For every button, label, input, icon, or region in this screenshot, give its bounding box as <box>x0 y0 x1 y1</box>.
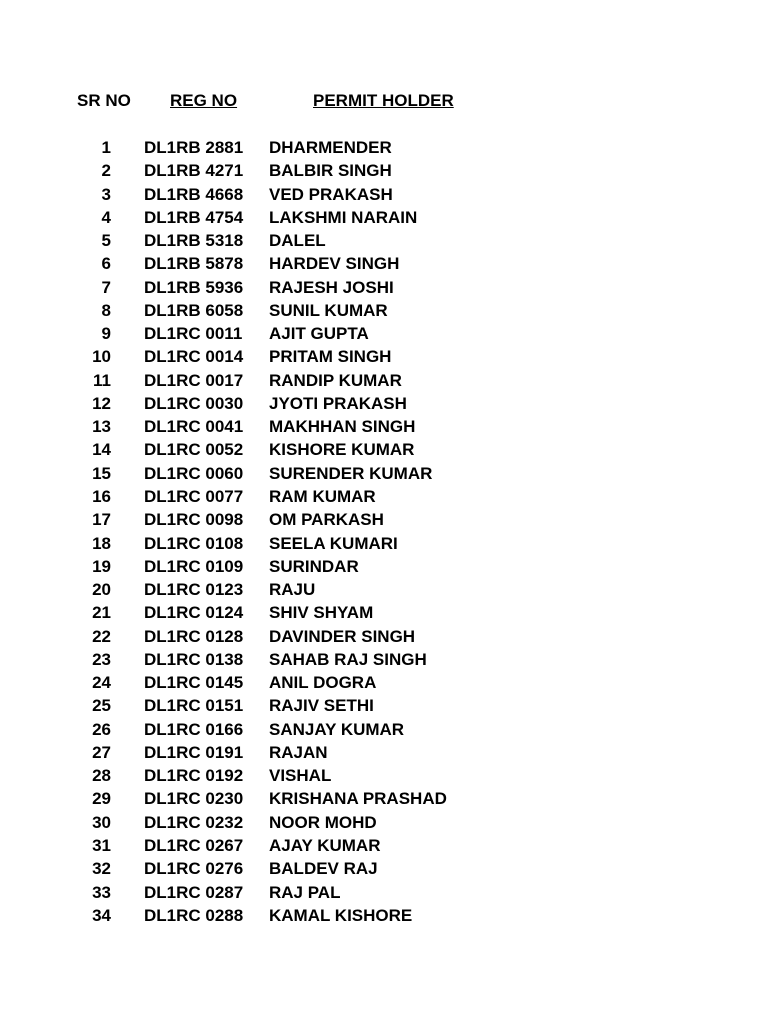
table-row <box>0 904 768 927</box>
sr-no-cell: 25 <box>92 696 111 716</box>
table-row <box>0 532 768 555</box>
table-row <box>0 136 768 159</box>
sr-no-cell: 34 <box>92 905 111 925</box>
reg-no-cell: DL1RC 0287 <box>144 882 244 902</box>
table-row <box>0 625 768 648</box>
sr-no-cell: 29 <box>92 789 111 809</box>
permit-holder-cell: BALBIR SINGH <box>269 161 392 181</box>
reg-no-cell: DL1RC 0052 <box>144 440 244 460</box>
reg-no-cell: DL1RC 0124 <box>144 603 244 623</box>
permit-holder-cell: LAKSHMI NARAIN <box>269 207 418 227</box>
permit-holder-cell: DHARMENDER <box>269 138 392 157</box>
sr-no-cell: 32 <box>92 859 111 879</box>
sr-no-cell: 5 <box>101 231 111 251</box>
table-row <box>0 345 768 368</box>
table-row <box>0 671 768 694</box>
table-row <box>0 276 768 299</box>
reg-no-cell: DL1RB 2881 <box>144 138 244 157</box>
reg-no-cell: DL1RC 0109 <box>144 556 244 576</box>
permit-holder-cell: SURINDAR <box>269 556 359 576</box>
table-row <box>0 299 768 322</box>
table-row <box>0 601 768 624</box>
table-row <box>0 206 768 229</box>
sr-no-cell: 8 <box>101 300 111 320</box>
table-row <box>0 252 768 275</box>
header-permit-holder: PERMIT HOLDER <box>313 91 454 110</box>
sr-no-cell: 10 <box>92 347 111 367</box>
permit-holder-cell: VED PRAKASH <box>269 184 393 204</box>
reg-no-cell: DL1RC 0128 <box>144 626 244 646</box>
sr-no-cell: 12 <box>92 393 111 413</box>
header-reg-no: REG NO <box>170 91 238 110</box>
table-row <box>0 648 768 671</box>
reg-no-cell: DL1RC 0108 <box>144 533 244 553</box>
sr-no-cell: 24 <box>92 673 111 693</box>
sr-no-cell: 28 <box>92 766 111 786</box>
reg-no-cell: DL1RC 0145 <box>144 673 244 693</box>
sr-no-cell: 4 <box>101 207 111 227</box>
table-row <box>0 322 768 345</box>
permit-holder-cell: KISHORE KUMAR <box>269 440 415 460</box>
permit-holder-cell: RAJ PAL <box>269 882 341 902</box>
permit-holder-cell: AJAY KUMAR <box>269 835 381 855</box>
permit-list <box>0 136 768 927</box>
sr-no-cell: 2 <box>101 161 111 181</box>
table-row <box>0 694 768 717</box>
permit-holder-cell: SEELA KUMARI <box>269 533 398 553</box>
permit-holder-cell: VISHAL <box>269 766 332 786</box>
sr-no-cell: 3 <box>101 184 111 204</box>
permit-holder-cell: JYOTI PRAKASH <box>269 393 407 413</box>
permit-holder-cell: SUNIL KUMAR <box>269 300 388 320</box>
table-row <box>0 555 768 578</box>
reg-no-cell: DL1RC 0077 <box>144 486 244 506</box>
reg-no-cell: DL1RC 0151 <box>144 696 244 716</box>
permit-holder-cell: HARDEV SINGH <box>269 254 400 274</box>
permit-holder-cell: RAM KUMAR <box>269 486 376 506</box>
permit-holder-cell: RAJAN <box>269 742 328 762</box>
table-row <box>0 718 768 741</box>
reg-no-cell: DL1RC 0288 <box>144 905 244 925</box>
table-row <box>0 787 768 810</box>
reg-no-cell: DL1RB 4754 <box>144 207 244 227</box>
table-row <box>0 811 768 834</box>
reg-no-cell: DL1RB 4668 <box>144 184 244 204</box>
reg-no-cell: DL1RC 0232 <box>144 812 244 832</box>
table-row <box>0 159 768 182</box>
sr-no-cell: 21 <box>92 603 111 623</box>
permit-holder-cell: ANIL DOGRA <box>269 673 377 693</box>
sr-no-cell: 15 <box>92 463 111 483</box>
reg-no-cell: DL1RB 4271 <box>144 161 244 181</box>
sr-no-cell: 6 <box>101 254 111 274</box>
table-row <box>0 881 768 904</box>
permit-holder-cell: DAVINDER SINGH <box>269 626 416 646</box>
table-row <box>0 438 768 461</box>
sr-no-cell: 30 <box>92 812 111 832</box>
table-row <box>0 369 768 392</box>
sr-no-cell: 17 <box>92 510 111 530</box>
permit-holder-cell: RAJESH JOSHI <box>269 277 394 297</box>
reg-no-cell: DL1RC 0230 <box>144 789 244 809</box>
permit-holder-cell: RAJU <box>269 580 316 600</box>
sr-no-cell: 14 <box>92 440 111 460</box>
reg-no-cell: DL1RB 5936 <box>144 277 244 297</box>
table-row <box>0 485 768 508</box>
table-row <box>0 741 768 764</box>
sr-no-cell: 11 <box>93 370 111 390</box>
sr-no-cell: 20 <box>92 580 111 600</box>
table-row <box>0 462 768 485</box>
permit-holder-cell: MAKHHAN SINGH <box>269 417 416 437</box>
permit-holder-cell: KAMAL KISHORE <box>269 905 413 925</box>
sr-no-cell: 31 <box>92 835 111 855</box>
reg-no-cell: DL1RC 0014 <box>144 347 244 367</box>
permit-holder-cell: BALDEV RAJ <box>269 859 378 879</box>
permit-holder-cell: KRISHANA PRASHAD <box>269 789 447 809</box>
table-row <box>0 392 768 415</box>
table-row <box>0 764 768 787</box>
reg-no-cell: DL1RC 0060 <box>144 463 244 483</box>
permit-holder-cell: DALEL <box>269 231 326 251</box>
reg-no-cell: DL1RC 0041 <box>144 417 244 437</box>
table-row <box>0 834 768 857</box>
sr-no-cell: 27 <box>92 742 111 762</box>
permit-holder-cell: PRITAM SINGH <box>269 347 392 367</box>
reg-no-cell: DL1RC 0123 <box>144 580 244 600</box>
reg-no-cell: DL1RC 0192 <box>144 766 244 786</box>
permit-holder-cell: SURENDER KUMAR <box>269 463 433 483</box>
permit-holder-cell: RANDIP KUMAR <box>269 370 402 390</box>
reg-no-cell: DL1RC 0030 <box>144 393 244 413</box>
table-row <box>0 578 768 601</box>
sr-no-cell: 1 <box>101 138 111 157</box>
permit-holder-cell: NOOR MOHD <box>269 812 377 832</box>
sr-no-cell: 22 <box>92 626 111 646</box>
sr-no-cell: 33 <box>92 882 111 902</box>
sr-no-cell: 16 <box>92 486 111 506</box>
permit-holder-cell: SHIV SHYAM <box>269 603 374 623</box>
reg-no-cell: DL1RC 0191 <box>144 742 244 762</box>
reg-no-cell: DL1RC 0011 <box>144 324 243 344</box>
permit-holder-cell: SAHAB RAJ SINGH <box>269 649 427 669</box>
table-row <box>0 229 768 252</box>
reg-no-cell: DL1RC 0267 <box>144 835 244 855</box>
permit-holder-cell: SANJAY KUMAR <box>269 719 405 739</box>
reg-no-cell: DL1RC 0138 <box>144 649 244 669</box>
reg-no-cell: DL1RB 5318 <box>144 231 244 251</box>
reg-no-cell: DL1RC 0098 <box>144 510 244 530</box>
header-sr-no: SR NO <box>77 91 131 110</box>
permit-holder-cell: RAJIV SETHI <box>269 696 374 716</box>
reg-no-cell: DL1RC 0017 <box>144 370 244 390</box>
sr-no-cell: 19 <box>92 556 111 576</box>
table-row <box>0 415 768 438</box>
permit-holder-cell: OM PARKASH <box>269 510 384 530</box>
sr-no-cell: 13 <box>92 417 111 437</box>
table-row <box>0 857 768 880</box>
reg-no-cell: DL1RC 0276 <box>144 859 244 879</box>
sr-no-cell: 7 <box>101 277 111 297</box>
reg-no-cell: DL1RC 0166 <box>144 719 244 739</box>
sr-no-cell: 26 <box>92 719 111 739</box>
sr-no-cell: 9 <box>101 324 111 344</box>
reg-no-cell: DL1RB 5878 <box>144 254 244 274</box>
reg-no-cell: DL1RB 6058 <box>144 300 244 320</box>
sr-no-cell: 18 <box>92 533 111 553</box>
table-row <box>0 508 768 531</box>
permit-holder-cell: AJIT GUPTA <box>269 324 369 344</box>
sr-no-cell: 23 <box>92 649 111 669</box>
table-row <box>0 183 768 206</box>
